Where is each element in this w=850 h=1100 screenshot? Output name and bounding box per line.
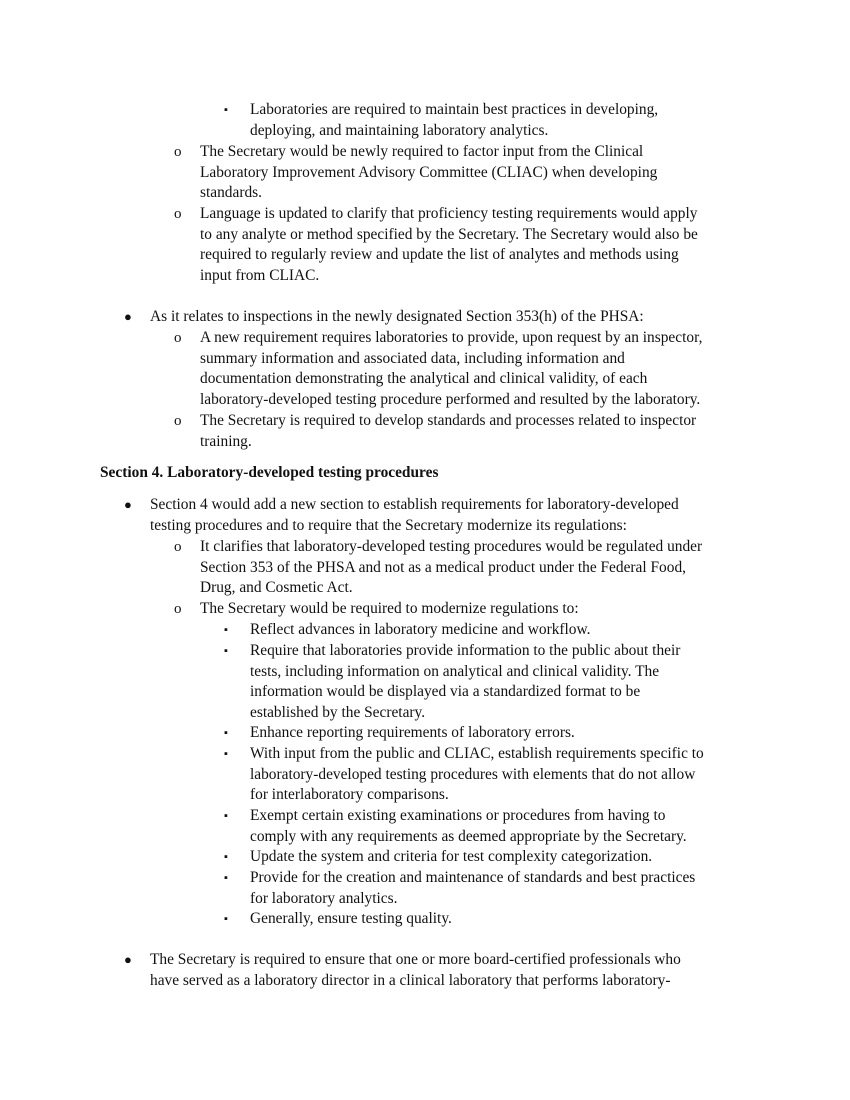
list-item-line: A new requirement requires laboratories to provide, upon request by an inspector, — [200, 329, 703, 346]
square-bullet-icon: ▪ — [224, 645, 228, 657]
list-item — [224, 641, 760, 723]
list-item-line: comply with any requirements as deemed appropriate by the Secretary. — [250, 827, 687, 845]
list-item-line: It clarifies that laboratory-developed testing procedures would be regulated under — [200, 538, 703, 555]
square-bullet-icon: ▪ — [224, 851, 228, 863]
square-bullet-icon: ▪ — [224, 872, 228, 884]
list-item — [224, 806, 760, 847]
disc-bullet-icon: ● — [124, 952, 132, 967]
list-item-line: Reflect advances in laboratory medicine and workflow. — [250, 621, 591, 638]
section-heading: Section 4. Laboratory-developed testing procedures — [100, 464, 439, 481]
list-item — [124, 495, 760, 536]
list-item — [124, 307, 760, 328]
list-item-line: Require that laboratories provide information to the public about their — [250, 642, 681, 659]
list-item — [224, 620, 760, 641]
circle-bullet-icon: o — [174, 330, 182, 346]
list-item-line: Section 353 of the PHSA and not as a medical product under the Federal Food, — [200, 558, 686, 576]
list-item — [174, 599, 760, 620]
list-item — [224, 868, 760, 909]
list-item-line: Generally, ensure testing quality. — [250, 910, 452, 927]
list-item-line: documentation demonstrating the analytical and clinical validity, of each — [200, 370, 648, 388]
list-item-line: to any analyte or method specified by the Secretary. The Secretary would also be — [200, 225, 698, 243]
list-item-line: required to regularly review and update the list of analytes and methods using — [200, 246, 679, 264]
list-item-line: Provide for the creation and maintenance of standards and best practices — [250, 869, 696, 886]
list-item — [224, 909, 760, 930]
circle-bullet-icon: o — [174, 144, 182, 160]
list-item-line: Section 4 would add a new section to establish requirements for laboratory-developed — [150, 496, 679, 513]
list-item-line: tests, including information on analytical and clinical validity. The — [250, 662, 660, 680]
list-item-line: standards. — [200, 184, 262, 202]
list-item-line: The Secretary would be newly required to factor input from the Clinical — [200, 143, 644, 160]
list-item-line: Enhance reporting requirements of laboratory errors. — [250, 724, 575, 741]
list-item-line: The Secretary is required to ensure that one or more board-certified professionals who — [150, 951, 681, 968]
list-item — [224, 723, 760, 744]
square-bullet-icon: ▪ — [224, 624, 228, 636]
list-item-line: input from CLIAC. — [200, 266, 320, 284]
list-item — [124, 950, 760, 991]
list-item-line: summary information and associated data, including information and — [200, 349, 625, 367]
list-item — [174, 142, 760, 204]
list-item-line: deploying, and maintaining laboratory analytics. — [250, 121, 549, 139]
list-item — [224, 100, 760, 141]
square-bullet-icon: ▪ — [224, 104, 228, 116]
list-item-line: training. — [200, 432, 252, 450]
list-item — [174, 204, 760, 286]
square-bullet-icon: ▪ — [224, 913, 228, 925]
circle-bullet-icon: o — [174, 206, 182, 222]
list-item-line: Language is updated to clarify that proficiency testing requirements would apply — [200, 205, 698, 222]
list-item — [174, 328, 760, 410]
list-item-line: Laboratory Improvement Advisory Committee (CLIAC) when developing — [200, 163, 658, 181]
list-item-line: Drug, and Cosmetic Act. — [200, 579, 353, 597]
list-item-line: Exempt certain existing examinations or procedures from having to — [250, 807, 666, 824]
list-item-line: established by the Secretary. — [250, 703, 426, 721]
square-bullet-icon: ▪ — [224, 748, 228, 760]
list-item-line: laboratory-developed testing procedure performed and resulted by the laboratory. — [200, 390, 701, 408]
list-item-line: information would be displayed via a standardized format to be — [250, 683, 641, 701]
list-item-line: for laboratory analytics. — [250, 889, 398, 907]
disc-bullet-icon: ● — [124, 309, 132, 324]
list-item — [224, 847, 760, 868]
square-bullet-icon: ▪ — [224, 727, 228, 739]
list-item-line: Update the system and criteria for test complexity categorization. — [250, 848, 653, 865]
list-item-line: The Secretary would be required to modernize regulations to: — [200, 600, 579, 617]
list-item-line: for interlaboratory comparisons. — [250, 786, 449, 804]
list-item-line: The Secretary is required to develop standards and processes related to inspector — [200, 412, 697, 429]
circle-bullet-icon: o — [174, 539, 182, 555]
list-item-line: As it relates to inspections in the newly designated Section 353(h) of the PHSA: — [150, 308, 644, 325]
circle-bullet-icon: o — [174, 601, 182, 617]
list-item-line: laboratory-developed testing procedures with elements that do not allow — [250, 765, 696, 783]
list-item-line: have served as a laboratory director in a clinical laboratory that performs laboratory- — [150, 971, 671, 989]
list-item — [174, 411, 760, 452]
list-item — [224, 744, 760, 806]
list-item-line: With input from the public and CLIAC, establish requirements specific to — [250, 745, 704, 762]
list-item-line: testing procedures and to require that the Secretary modernize its regulations: — [150, 516, 627, 534]
list-item — [174, 537, 760, 599]
circle-bullet-icon: o — [174, 413, 182, 429]
list-item-line: Laboratories are required to maintain best practices in developing, — [250, 101, 659, 118]
disc-bullet-icon: ● — [124, 497, 132, 512]
square-bullet-icon: ▪ — [224, 810, 228, 822]
